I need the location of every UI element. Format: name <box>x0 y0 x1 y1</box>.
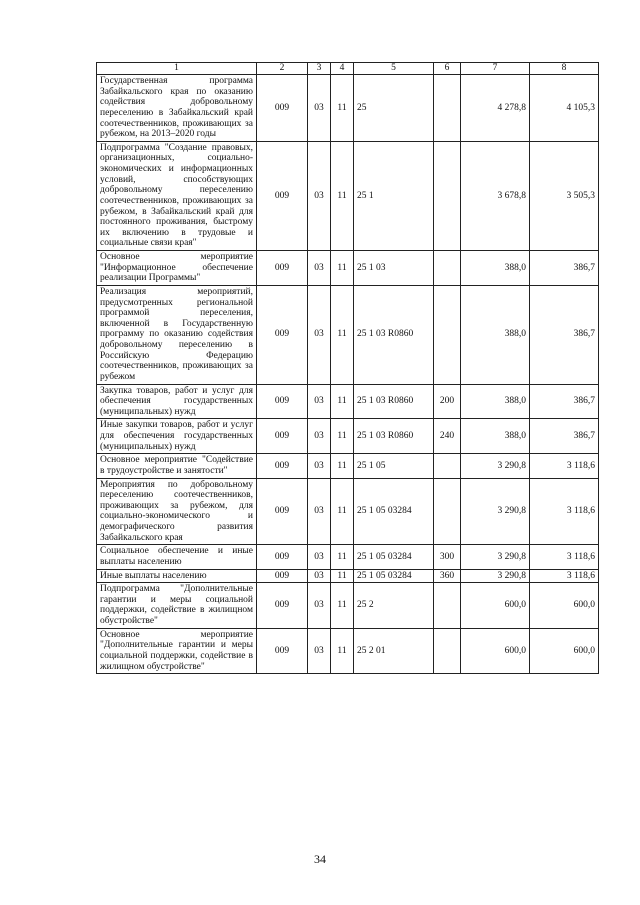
expense-type-code-cell <box>434 628 461 674</box>
planned-amount-cell: 388,0 <box>461 419 530 454</box>
ministry-code-cell: 009 <box>257 545 308 569</box>
planned-amount-cell: 3 290,8 <box>461 569 530 583</box>
section-code-cell: 03 <box>308 478 331 545</box>
expense-type-code-cell: 360 <box>434 569 461 583</box>
target-item-code-cell: 25 1 05 03284 <box>354 569 434 583</box>
ministry-code-cell: 009 <box>257 419 308 454</box>
ministry-code-cell: 009 <box>257 583 308 629</box>
item-name-cell: Подпрограмма "Дополнительные гарантии и меры социальной поддержки, содействие в жилищном обустройстве" <box>97 583 257 629</box>
planned-amount-cell: 388,0 <box>461 251 530 286</box>
target-item-code-cell: 25 1 03 R0860 <box>354 384 434 419</box>
planned-amount-cell: 3 290,8 <box>461 478 530 545</box>
column-header: 2 <box>257 63 308 75</box>
column-header: 1 <box>97 63 257 75</box>
item-name-cell: Иные закупки товаров, работ и услуг для обеспечения государственных (муниципальных) нужд <box>97 419 257 454</box>
executed-amount-cell: 386,7 <box>530 285 599 384</box>
executed-amount-cell: 3 118,6 <box>530 454 599 478</box>
column-header: 8 <box>530 63 599 75</box>
table-row <box>97 478 599 545</box>
executed-amount-cell: 3 118,6 <box>530 478 599 545</box>
planned-amount-cell: 600,0 <box>461 628 530 674</box>
section-code-cell: 03 <box>308 419 331 454</box>
subsection-code-cell: 11 <box>331 628 354 674</box>
subsection-code-cell: 11 <box>331 569 354 583</box>
item-name-cell: Государственная программа Забайкальского края по оказанию содействия добровольному переселению в Забайкальский край соотечественников, проживающих за рубежом, на 2013–2020 годы <box>97 75 257 142</box>
item-name-cell: Закупка товаров, работ и услуг для обеспечения государственных (муниципальных) нужд <box>97 384 257 419</box>
executed-amount-cell: 3 118,6 <box>530 569 599 583</box>
subsection-code-cell: 11 <box>331 75 354 142</box>
section-code-cell: 03 <box>308 285 331 384</box>
item-name-cell: Основное мероприятие "Содействие в трудоустройстве и занятости" <box>97 454 257 478</box>
budget-table <box>96 62 599 674</box>
ministry-code-cell: 009 <box>257 75 308 142</box>
executed-amount-cell: 386,7 <box>530 251 599 286</box>
planned-amount-cell: 3 290,8 <box>461 454 530 478</box>
target-item-code-cell: 25 1 03 R0860 <box>354 285 434 384</box>
subsection-code-cell: 11 <box>331 384 354 419</box>
item-name-cell: Реализация мероприятий, предусмотренных региональной программой переселения, включенной в Государственную программу по оказанию содействия добровольному переселению в Российскую Федерацию соотечественников, проживающих за рубежом <box>97 285 257 384</box>
column-header: 7 <box>461 63 530 75</box>
section-code-cell: 03 <box>308 251 331 286</box>
section-code-cell: 03 <box>308 583 331 629</box>
expense-type-code-cell: 240 <box>434 419 461 454</box>
ministry-code-cell: 009 <box>257 478 308 545</box>
executed-amount-cell: 600,0 <box>530 628 599 674</box>
executed-amount-cell: 3 505,3 <box>530 141 599 250</box>
table-body <box>97 75 599 674</box>
ministry-code-cell: 009 <box>257 454 308 478</box>
table-row <box>97 251 599 286</box>
ministry-code-cell: 009 <box>257 628 308 674</box>
table-row <box>97 454 599 478</box>
expense-type-code-cell <box>434 141 461 250</box>
executed-amount-cell: 4 105,3 <box>530 75 599 142</box>
ministry-code-cell: 009 <box>257 384 308 419</box>
section-code-cell: 03 <box>308 569 331 583</box>
item-name-cell: Подпрограмма "Создание правовых, организационных, социально-экономических и информационных условий, способствующих добровольному переселению соотечественников, проживающих за рубежом, в Забайкальский край для постоянного проживания, быстрому их включению в трудовые и социальные связи края" <box>97 141 257 250</box>
subsection-code-cell: 11 <box>331 251 354 286</box>
expense-type-code-cell: 300 <box>434 545 461 569</box>
target-item-code-cell: 25 1 05 03284 <box>354 545 434 569</box>
column-header: 6 <box>434 63 461 75</box>
planned-amount-cell: 600,0 <box>461 583 530 629</box>
executed-amount-cell: 386,7 <box>530 419 599 454</box>
target-item-code-cell: 25 1 <box>354 141 434 250</box>
table-row <box>97 569 599 583</box>
ministry-code-cell: 009 <box>257 569 308 583</box>
expense-type-code-cell: 200 <box>434 384 461 419</box>
section-code-cell: 03 <box>308 545 331 569</box>
expense-type-code-cell <box>434 454 461 478</box>
table-row <box>97 285 599 384</box>
planned-amount-cell: 3 290,8 <box>461 545 530 569</box>
target-item-code-cell: 25 1 03 R0860 <box>354 419 434 454</box>
subsection-code-cell: 11 <box>331 141 354 250</box>
target-item-code-cell: 25 1 05 03284 <box>354 478 434 545</box>
table-row <box>97 545 599 569</box>
subsection-code-cell: 11 <box>331 478 354 545</box>
header-row <box>97 63 599 75</box>
expense-type-code-cell <box>434 583 461 629</box>
subsection-code-cell: 11 <box>331 583 354 629</box>
ministry-code-cell: 009 <box>257 141 308 250</box>
item-name-cell: Иные выплаты населению <box>97 569 257 583</box>
executed-amount-cell: 386,7 <box>530 384 599 419</box>
target-item-code-cell: 25 2 01 <box>354 628 434 674</box>
ministry-code-cell: 009 <box>257 251 308 286</box>
target-item-code-cell: 25 <box>354 75 434 142</box>
item-name-cell: Основное мероприятие "Информационное обеспечение реализации Программы" <box>97 251 257 286</box>
planned-amount-cell: 388,0 <box>461 384 530 419</box>
item-name-cell: Мероприятия по добровольному переселению соотечественников, проживающих за рубежом, для социально-экономического и демографического развития Забайкальского края <box>97 478 257 545</box>
column-header: 4 <box>331 63 354 75</box>
column-header: 3 <box>308 63 331 75</box>
section-code-cell: 03 <box>308 628 331 674</box>
planned-amount-cell: 388,0 <box>461 285 530 384</box>
item-name-cell: Социальное обеспечение и иные выплаты населению <box>97 545 257 569</box>
page-number: 34 <box>314 852 326 866</box>
table-row <box>97 75 599 142</box>
executed-amount-cell: 3 118,6 <box>530 545 599 569</box>
target-item-code-cell: 25 1 03 <box>354 251 434 286</box>
section-code-cell: 03 <box>308 454 331 478</box>
ministry-code-cell: 009 <box>257 285 308 384</box>
subsection-code-cell: 11 <box>331 419 354 454</box>
table-row <box>97 628 599 674</box>
expense-type-code-cell <box>434 285 461 384</box>
target-item-code-cell: 25 2 <box>354 583 434 629</box>
section-code-cell: 03 <box>308 75 331 142</box>
expense-type-code-cell <box>434 75 461 142</box>
section-code-cell: 03 <box>308 384 331 419</box>
subsection-code-cell: 11 <box>331 545 354 569</box>
column-header: 5 <box>354 63 434 75</box>
expense-type-code-cell <box>434 478 461 545</box>
subsection-code-cell: 11 <box>331 285 354 384</box>
planned-amount-cell: 4 278,8 <box>461 75 530 142</box>
target-item-code-cell: 25 1 05 <box>354 454 434 478</box>
table-row <box>97 141 599 250</box>
table-row <box>97 583 599 629</box>
planned-amount-cell: 3 678,8 <box>461 141 530 250</box>
table-row <box>97 419 599 454</box>
table-row <box>97 384 599 419</box>
item-name-cell: Основное мероприятие "Дополнительные гарантии и меры социальной поддержки, содействие в жилищном обустройстве" <box>97 628 257 674</box>
subsection-code-cell: 11 <box>331 454 354 478</box>
expense-type-code-cell <box>434 251 461 286</box>
section-code-cell: 03 <box>308 141 331 250</box>
executed-amount-cell: 600,0 <box>530 583 599 629</box>
